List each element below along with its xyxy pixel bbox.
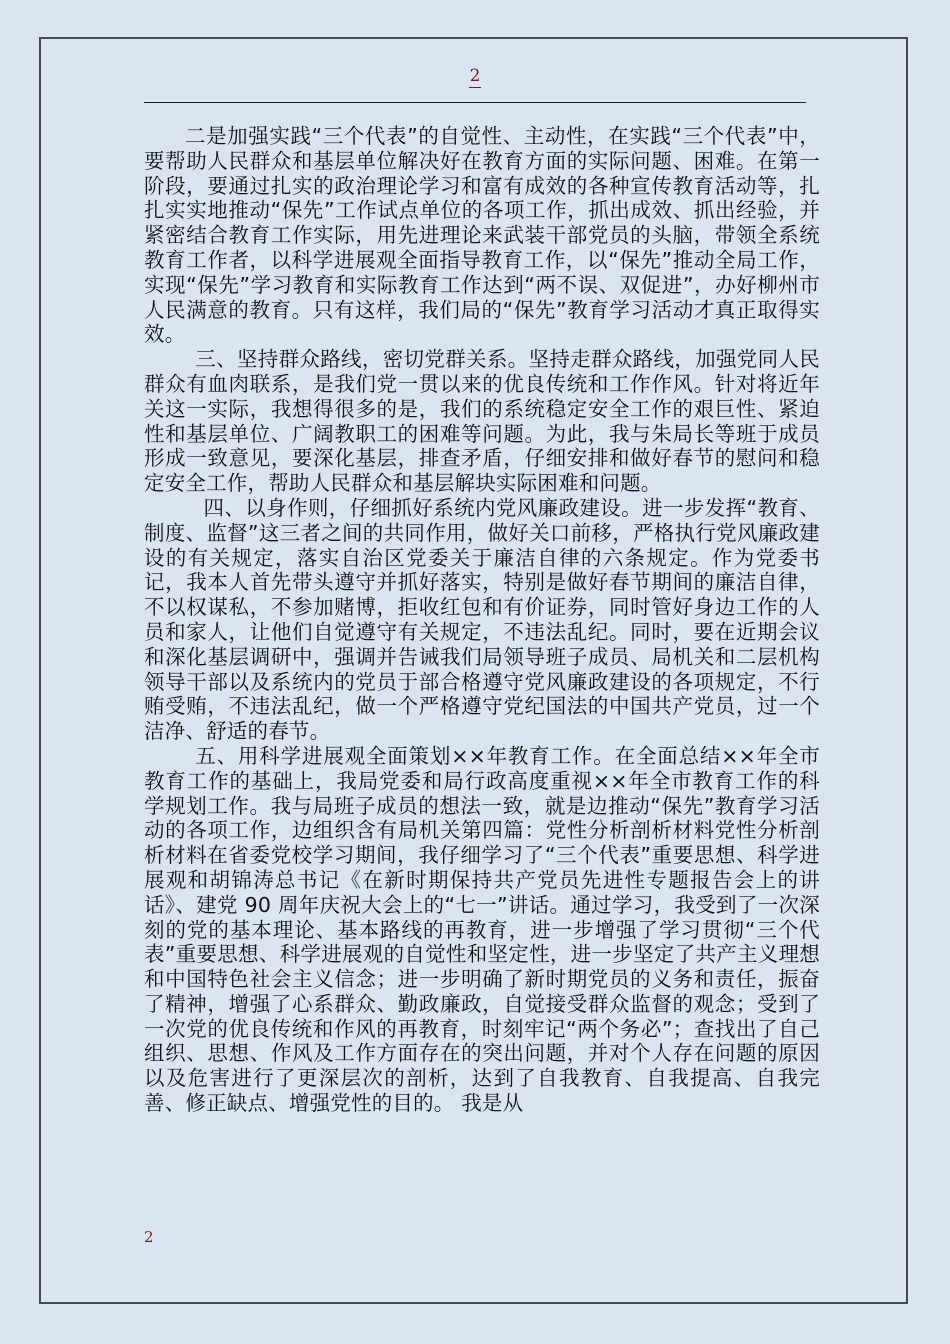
paragraph-practice: 二是加强实践“三个代表”的自觉性、主动性，在实践“三个代表”中，要帮助人民群众和基层单位解决好在教育方面的实际问题、困难。在第一阶段，要通过扎实的政治理论学习和富有成效的各种宣传教育活动等，扎扎实实地推动“保先”工作试点单位的各项工作，抓出成效、抓出经验，并紧密结合教育工作实际，用先进理论来武装干部党员的头脑，带领全系统教育工作者，以科学进展观全面指导教育工作，以“保先”推动全局工作，实现“保先”学习教育和实际教育工作达到“两不误、双促进”，办好柳州市人民满意的教育。只有这样，我们局的“保先”教育学习活动才真正取得实效。 xyxy=(144,124,820,347)
footer-page-number: 2 xyxy=(144,1228,154,1246)
header-divider xyxy=(144,102,806,103)
paragraph-integrity: 四、以身作则，仔细抓好系统内党风廉政建设。进一步发挥“教育、制度、监督”这三者之间的共同作用，做好关口前移，严格执行党风廉政建设的有关规定，落实自治区党委关于廉洁自律的六条规定。作为党委书记，我本人首先带头遵守并抓好落实，特别是做好春节期间的廉洁自律，不以权谋私，不参加赌博，拒收红包和有价证券，同时管好身边工作的人员和家人，让他们自觉遵守有关规定，不违法乱纪。同时，要在近期会议和深化基层调研中，强调并告诫我们局领导班子成员、局机关和二层机构领导干部以及系统内的党员于部合格遵守党风廉政建设的各项规定，不行贿受贿，不违法乱纪，做一个严格遵守党纪国法的中国共产党员，过一个洁净、舒适的春节。 xyxy=(144,495,820,744)
header-page-number-text: 2 xyxy=(469,66,481,86)
document-body xyxy=(144,124,820,1116)
paragraph-mass-line: 三、坚持群众路线，密切党群关系。坚持走群众路线，加强党同人民群众有血肉联系，是我们党一贯以来的优良传统和工作作风。针对将近年关这一实际，我想得很多的是，我们的系统稳定安全工作的艰巨性、紧迫性和基层单位、广阔教职工的困难等问题。为此，我与朱局长等班于成员形成一致意见，要深化基层，排查矛盾，仔细安排和做好春节的慰问和稳定安全工作，帮助人民群众和基层解块实际困难和问题。 xyxy=(144,347,820,496)
paragraph-planning: 五、用科学进展观全面策划××年教育工作。在全面总结××年全市教育工作的基础上，我局党委和局行政高度重视××年全市教育工作的科学规划工作。我与局班子成员的想法一致，就是边推动“保先”教育学习活动的各项工作，边组织含有局机关第四篇：党性分析剖析材料党性分析剖析材料在省委党校学习期间，我仔细学习了“三个代表”重要思想、科学进展观和胡锦涛总书记《在新时期保持共产党员先进性专题报告会上的讲话》、建党 90 周年庆祝大会上的“七一”讲话。通过学习，我受到了一次深刻的党的基本理论、基本路线的再教育，进一步增强了学习贯彻“三个代表”重要思想、科学进展观的自觉性和坚定性，进一步坚定了共产主义理想和中国特色社会主义信念；进一步明确了新时期党员的义务和责任，振奋了精神，增强了心系群众、勤政廉政，自觉接受群众监督的观念；受到了一次党的优良传统和作风的再教育，时刻牢记“两个务必”；查找出了自己组织、思想、作风及工作方面存在的突出问题，并对个人存在问题的原因以及危害进行了更深层次的剖析，达到了自我教育、自我提高、自我完善、修正缺点、增强党性的目的。 我是从 xyxy=(144,743,820,1116)
header-page-number xyxy=(0,66,950,86)
